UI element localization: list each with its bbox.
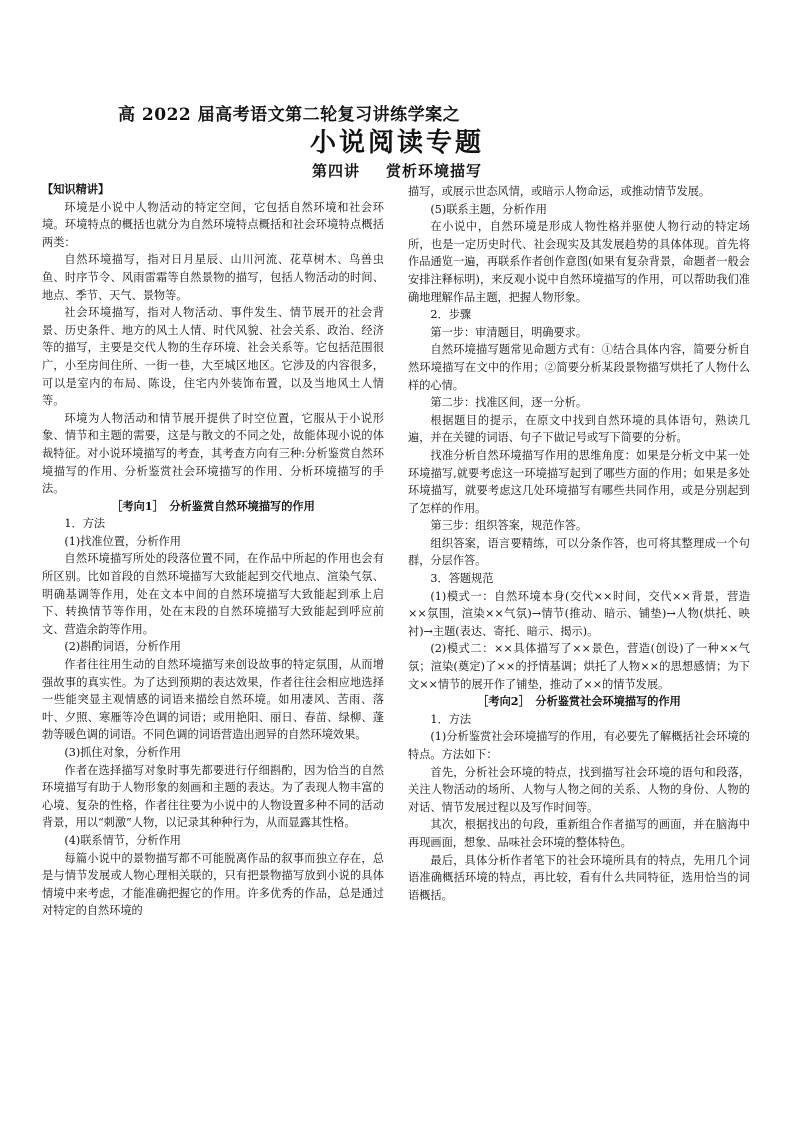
paragraph: 1．方法 xyxy=(430,712,472,726)
paragraph: (3)抓住对象，分析作用 xyxy=(64,746,181,759)
paragraph: 自然环境描写题常见命题方式有：①结合具体内容，简要分析自然环境描写在文中的作用；②简要分析某段景物描写烘托了人物什么样的心情。 xyxy=(408,343,750,392)
paragraph: (4)联系情节，分析作用 xyxy=(64,833,181,847)
knowledge-heading: 【知识精讲】 xyxy=(42,182,110,196)
left-column xyxy=(42,181,384,1111)
paragraph: 第二步：找准区间，逐一分析。 xyxy=(430,396,588,410)
paragraph: (1)模式一：自然环境本身(交代××时间，交代××背景，营造××氛围，渲染××气氛)→情节(推动、暗示、铺垫)→人物(烘托、映衬)→主题(表达、寄托、暗示、揭示)。 xyxy=(408,589,750,638)
paragraph: (1)找准位置，分析作用 xyxy=(64,534,181,548)
series-title: 高 2022 届高考语文第二轮复习讲练学案之 xyxy=(118,105,461,125)
paragraph: (2)斟酌词语，分析作用 xyxy=(64,640,181,654)
paragraph: (5)联系主题，分析作用 xyxy=(430,202,547,216)
paragraph: 2．步骤 xyxy=(430,308,472,322)
paragraph: 第一步：审清题目，明确要求。 xyxy=(430,325,588,339)
section-heading: ［考向1］ 分析鉴赏自然环境描写的作用 xyxy=(111,498,315,513)
paragraph: 最后，具体分析作者笔下的社会环境所具有的特点，先用几个词语准确概括环境的特点，再比较，看有什么共同特征，选用恰当的词语概括。 xyxy=(408,853,750,902)
paragraph: 环境为人物活动和情节展开提供了时空位置，它服从于小说形象、情节和主题的需要，这是与散文的不同之处，故能体现小说的体裁特征。对小说环境描写的考查，其考查方向有三种:分析鉴赏自然环境描写的作用、分析鉴赏社会环境描写的作用、分析环境描写的手法。 xyxy=(42,411,384,496)
paragraph: 作者往往用生动的自然环境描写来创设故事的特定氛围，从而增强故事的真实性。为了达到预期的表达效果，作者往往会相应地选择一些能突显主观情感的词语来描绘自然环境。如用凄风、苦雨、落叶、夕照、寒雁等冷色调的词语；或用艳阳、丽日、春苗、绿柳、蓬勃等暖色调的词语。不同色调的词语营造出迥异的自然环境效果。 xyxy=(42,658,384,742)
paragraph: 描写，或展示世态风情，或暗示人物命运，或推动情节发展。 xyxy=(408,185,711,198)
paragraph: 第三步：组织答案，规范作答。 xyxy=(430,519,588,533)
section-heading: ［考向2］ 分析鉴赏社会环境描写的作用 xyxy=(477,694,681,709)
right-column xyxy=(408,183,750,1113)
paragraph: 自然环境描写，指对日月星辰、山川河流、花草树木、鸟兽虫鱼、时序节令、风雨雷霜等自然景物的描写，包括人物活动的时间、地点、季节、天气、景物等。 xyxy=(42,253,384,302)
paragraph: 社会环境描写，指对人物活动、事件发生、情节展开的社会背景、历史条件、地方的风土人情、时代风貌、社会关系、政治、经济等的描写，主要是交代人物的生存环境、社会关系等。它包括范围很广，小至房间住所、一街一巷，大至城区地区。它涉及的内容很多，可以是室内的布局、陈设，住宅内外装饰布置，以及当地风土人情等。 xyxy=(42,306,384,408)
lecture-name: 赏析环境描写 xyxy=(386,162,483,180)
paragraph: (1)分析鉴赏社会环境描写的作用，有必要先了解概括社会环境的特点。方法如下： xyxy=(408,730,750,761)
paragraph: 环境是小说中人物活动的特定空间，它包括自然环境和社会环境。环境特点的概括也就分为自然环境特点概括和社会环境特点概括两类： xyxy=(42,200,384,249)
paragraph: 每篇小说中的景物描写都不可能脱离作品的叙事而独立存在，总是与情节发展或人物心理相关联的，只有把景物描写放到小说的具体情境中来考虑，才能准确把握它的作用。许多优秀的作品，总是通过对特定的自然环境的 xyxy=(42,851,384,918)
topic-title: 小说阅读专题 xyxy=(309,128,484,158)
paragraph: 首先，分析社会环境的特点，找到描写社会环境的语句和段落，关注人物活动的场所、人物与人物之间的关系、人物的身份、人物的对话、情节发展过程以及写作时间等。 xyxy=(408,765,750,814)
paragraph: 找准分析自然环境描写作用的思维角度：如果是分析文中某一处环境描写,就要考虑这一环境描写起到了哪些方面的作用；如果是多处环境描写，就要考虑这几处环境描写有哪些共同作用，或是分别起到了怎样的作用。 xyxy=(408,448,750,515)
paragraph: (2)模式二：××具体描写了××景色，营造(创设)了一种××气氛；渲染(奠定)了××的抒情基调；烘托了人物××的思想感情；为下文××情节的展开作了铺垫，推动了××的情节发展。 xyxy=(408,642,750,691)
lecture-title xyxy=(0,160,794,181)
paragraph: 根据题目的提示，在原文中找到自然环境的具体语句，熟读几遍，并在关键的词语、句子下做记号或写下简要的分析。 xyxy=(408,413,750,445)
paragraph: 1．方法 xyxy=(64,517,106,531)
paragraph: 其次，根据找出的句段，重新组合作者描写的画面，并在脑海中再现画面，想象、品味社会环境的整体特色。 xyxy=(408,818,750,849)
paragraph: 组织答案，语言要精练，可以分条作答，也可将其整理成一个句群，分层作答。 xyxy=(408,536,750,568)
lecture-number: 第四讲 xyxy=(311,162,360,180)
paragraph: 3．答题规范 xyxy=(430,572,494,586)
paragraph: 在小说中，自然环境是形成人物性格并驱使人物行动的特定场所，也是一定历史时代、社会现实及其发展趋势的具体体现。首先将作品通览一遍，再联系作者创作意图(如果有复杂背景，命题者一般会安排注释标明)，来反观小说中自然环境描写的作用，可以帮助我们准确地理解作品主题，把握人物形象。 xyxy=(408,220,750,304)
paragraph: 作者在选择描写对象时事先都要进行仔细斟酌，因为恰当的自然环境描写有助于人物形象的刻画和主题的表达。为了表现人物丰富的心境、复杂的性格，作者往往要为小说中的人物设置多种不同的活动背景，用以“刺激”人物，以记录其种种行为，从而显露其性格。 xyxy=(42,763,384,830)
paragraph: 自然环境描写所处的段落位置不同，在作品中所起的作用也会有所区别。比如首段的自然环境描写大致能起到交代地点、渲染气氛、明确基调等作用，处在文本中间的自然环境描写大致能起到承上启下、转换情节等作用，处在末段的自然环境描写大致能起到呼应前文、营造余韵等作用。 xyxy=(42,552,384,636)
